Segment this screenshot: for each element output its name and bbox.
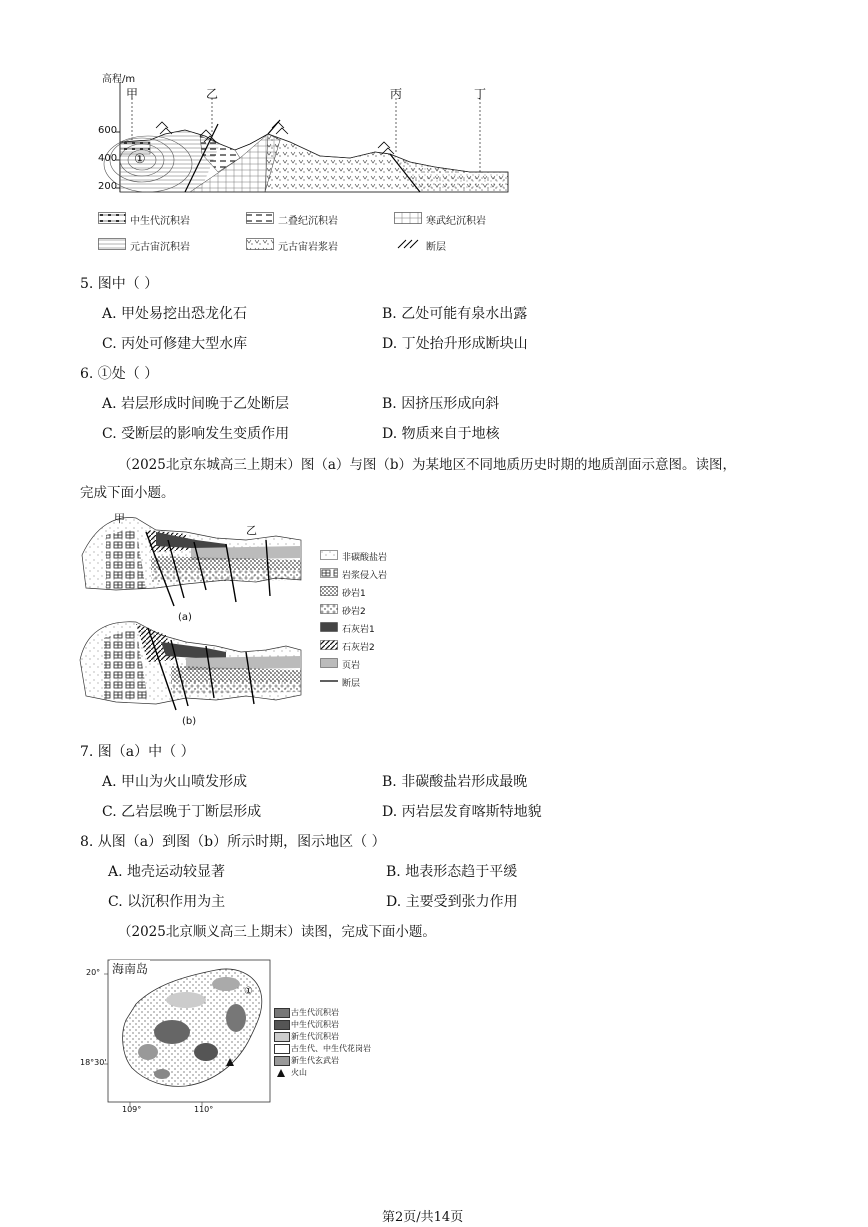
legend-fig1 (98, 210, 518, 260)
map-marker-1: ① (244, 986, 253, 997)
profile-b (80, 622, 301, 710)
q7-option-c[interactable]: C. 乙岩层晚于丁断层形成 (102, 804, 262, 820)
q5-option-a[interactable]: A. 甲处易挖出恐龙化石 (102, 306, 248, 322)
volcano-icon (274, 1068, 288, 1078)
q6-option-d[interactable]: D. 物质来自于地核 (382, 426, 500, 442)
legend-label: 新生代沉积岩 (291, 1032, 339, 1041)
legend-label: 古生代、中生代花岗岩 (291, 1044, 371, 1053)
legend-label: 中生代沉积岩 (130, 216, 190, 227)
place-yi: 乙 (206, 87, 219, 101)
intro-2-line-1: （2025北京东城高三上期末）图（a）与图（b）为某地区不同地质历史时期的地质剖面示意图。读图， (118, 457, 737, 473)
lat-20: 20° (86, 968, 101, 977)
legend-label: 元古宙沉积岩 (130, 242, 190, 253)
place-bing: 丙 (390, 87, 403, 101)
question-7-stem: 7. 图（a）中（ ） (80, 744, 195, 760)
legend-label: 石灰岩2 (342, 643, 375, 653)
intro-3-line-1: （2025北京顺义高三上期末）读图，完成下面小题。 (118, 924, 436, 940)
lon-109: 109° (122, 1105, 142, 1114)
legend-label: 中生代沉积岩 (291, 1020, 339, 1029)
q6-option-a[interactable]: A. 岩层形成时间晚于乙处断层 (102, 396, 290, 412)
tick-200: 200 (98, 181, 118, 192)
lat-18-30: 18°30' (80, 1058, 107, 1067)
legend-label: 页岩 (342, 661, 361, 671)
lon-110: 110° (194, 1105, 214, 1114)
caption-b: (b) (182, 716, 197, 727)
q7-option-a[interactable]: A. 甲山为火山喷发形成 (102, 774, 248, 790)
page-footer: 第2页/共14页 (382, 1210, 464, 1225)
legend-label: 新生代玄武岩 (291, 1056, 339, 1065)
figure-hainan-map (80, 956, 386, 1116)
q7-option-b[interactable]: B. 非碳酸盐岩形成最晚 (382, 774, 528, 790)
q7-option-d[interactable]: D. 丙岩层发育喀斯特地貌 (382, 804, 542, 820)
place-ding: 丁 (474, 87, 487, 101)
q5-option-c[interactable]: C. 丙处可修建大型水库 (102, 336, 248, 352)
legend-label: 寒武纪沉积岩 (426, 216, 486, 227)
legend-label: 非碳酸盐岩 (342, 553, 388, 563)
legend-label: 断层 (342, 679, 361, 689)
q5-option-b[interactable]: B. 乙处可能有泉水出露 (382, 306, 528, 322)
legend-label: 岩浆侵入岩 (342, 571, 388, 581)
tick-600: 600 (98, 125, 118, 136)
q8-option-d[interactable]: D. 主要受到张力作用 (386, 894, 518, 910)
legend-label: 元古宙岩浆岩 (278, 242, 338, 253)
legend-fig2 (320, 550, 416, 700)
legend-label: 二叠纪沉积岩 (278, 216, 338, 227)
marker-1: ① (134, 152, 146, 167)
y-axis-label: 高程/m (102, 74, 136, 85)
legend-fig3 (274, 1008, 384, 1084)
legend-label: 砂岩2 (342, 607, 366, 617)
q8-option-a[interactable]: A. 地壳运动较显著 (108, 864, 226, 880)
caption-a: (a) (178, 612, 192, 623)
question-6-stem: 6. ①处（ ） (80, 366, 159, 382)
legend-label: 砂岩1 (342, 589, 366, 599)
map-title: 海南岛 (112, 962, 149, 976)
legend-label: 古生代沉积岩 (291, 1008, 339, 1017)
legend-label: 石灰岩1 (342, 625, 375, 635)
question-8-stem: 8. 从图（a）到图（b）所示时期，图示地区（ ） (80, 834, 386, 850)
q5-option-d[interactable]: D. 丁处抬升形成断块山 (382, 336, 528, 352)
figure-cross-section (90, 62, 520, 262)
legend-label: 火山 (291, 1068, 307, 1077)
legend-label: 断层 (426, 242, 446, 253)
q6-option-b[interactable]: B. 因挤压形成向斜 (382, 396, 500, 412)
place-yi-fig2: 乙 (246, 524, 257, 537)
tick-400: 400 (98, 153, 118, 164)
place-jia-fig2: 甲 (114, 512, 125, 525)
question-5-stem: 5. 图中（ ） (80, 276, 159, 292)
q8-option-b[interactable]: B. 地表形态趋于平缓 (386, 864, 518, 880)
profile-a (82, 517, 301, 606)
intro-2-line-2: 完成下面小题。 (80, 485, 175, 501)
q6-option-c[interactable]: C. 受断层的影响发生变质作用 (102, 426, 290, 442)
q8-option-c[interactable]: C. 以沉积作用为主 (108, 894, 226, 910)
place-jia: 甲 (126, 87, 139, 101)
figure-profiles (76, 510, 416, 732)
